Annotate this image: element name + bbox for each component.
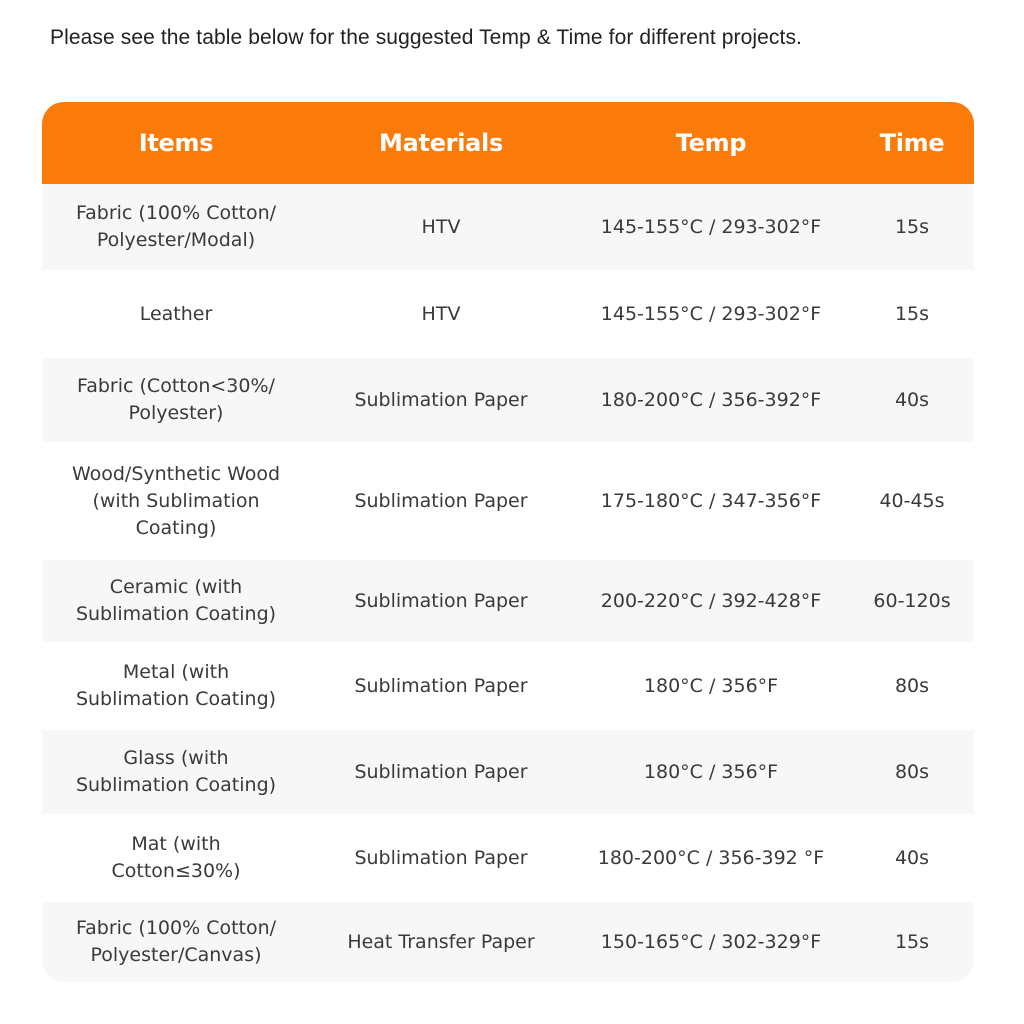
cell-time: 80s [894, 760, 930, 783]
cell-item: Wood/Synthetic Wood (with Sublimation Coating) [71, 462, 281, 539]
cell-temp: 150-165°C / 302-329°F [600, 930, 822, 953]
header-items: Items [138, 129, 214, 157]
intro-text: Please see the table below for the suggested Temp & Time for different projects. [50, 26, 802, 49]
table-row [42, 184, 974, 270]
cell-temp: 180°C / 356°F [643, 674, 779, 697]
cell-material: Sublimation Paper [354, 760, 528, 783]
cell-temp: 175-180°C / 347-356°F [600, 489, 822, 512]
cell-material: HTV [421, 215, 461, 238]
cell-material: Sublimation Paper [354, 589, 528, 612]
cell-material: Sublimation Paper [354, 846, 528, 869]
table-row [42, 358, 974, 442]
cell-item: Fabric (100% Cotton/ Polyester/Canvas) [75, 917, 277, 966]
cell-material: HTV [421, 302, 461, 325]
table-row [42, 270, 974, 358]
cell-time: 15s [894, 930, 930, 953]
cell-time: 15s [894, 302, 930, 325]
cell-temp: 145-155°C / 293-302°F [600, 215, 822, 238]
cell-time: 40s [894, 846, 930, 869]
header-materials: Materials [379, 129, 503, 157]
header-temp: Temp [675, 129, 747, 157]
cell-material: Sublimation Paper [354, 489, 528, 512]
cell-material: Sublimation Paper [354, 388, 528, 411]
cell-time: 40s [894, 388, 930, 411]
cell-temp: 180-200°C / 356-392 °F [597, 846, 825, 869]
cell-item: Fabric (100% Cotton/ Polyester/Modal) [75, 202, 277, 251]
table [42, 102, 974, 982]
cell-material: Heat Transfer Paper [347, 930, 535, 953]
header-time: Time [879, 129, 945, 157]
cell-material: Sublimation Paper [354, 674, 528, 697]
cell-item: Glass (with Sublimation Coating) [75, 747, 277, 796]
cell-item: Fabric (Cotton<30%/ Polyester) [77, 375, 275, 424]
table-row [42, 902, 974, 982]
table-row [42, 730, 974, 814]
cell-temp: 180°C / 356°F [643, 760, 779, 783]
temp-time-table [42, 102, 974, 982]
table-row [42, 814, 974, 902]
cell-item: Mat (with Cotton≤30%) [111, 833, 241, 882]
cell-item: Leather [139, 302, 213, 325]
table-row [42, 442, 974, 560]
cell-item: Ceramic (with Sublimation Coating) [75, 576, 277, 625]
cell-time: 40-45s [879, 489, 945, 512]
cell-time: 80s [894, 674, 930, 697]
cell-time: 15s [894, 215, 930, 238]
cell-time: 60-120s [873, 589, 951, 612]
cell-temp: 180-200°C / 356-392°F [600, 388, 822, 411]
cell-temp: 145-155°C / 293-302°F [600, 302, 822, 325]
cell-temp: 200-220°C / 392-428°F [600, 589, 822, 612]
table-row [42, 642, 974, 730]
table-row [42, 560, 974, 642]
cell-item: Metal (with Sublimation Coating) [75, 661, 277, 710]
table-header-row [42, 102, 974, 184]
